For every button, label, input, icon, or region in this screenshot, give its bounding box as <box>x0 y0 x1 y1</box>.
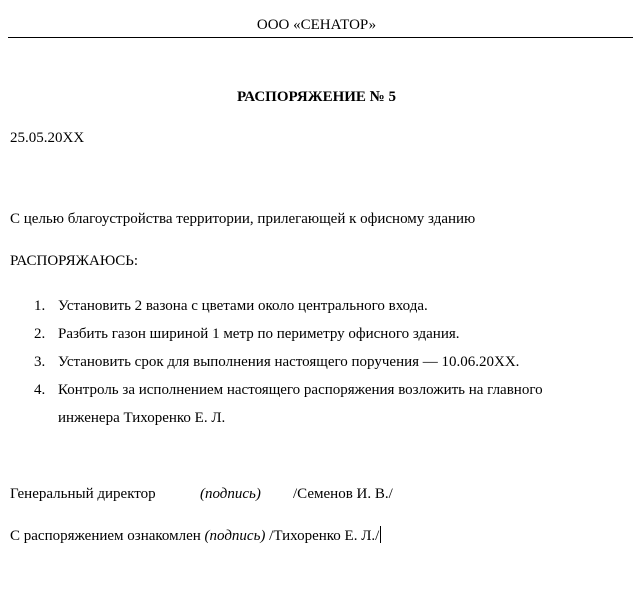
order-list <box>0 292 543 432</box>
order-item-number: 1. <box>34 298 46 314</box>
order-item-number: 2. <box>34 326 46 342</box>
document-date: 25.05.20ХХ <box>10 130 85 146</box>
order-item-number: 3. <box>34 354 46 370</box>
order-item-2 <box>0 320 543 348</box>
document-title: РАСПОРЯЖЕНИЕ № 5 <box>237 89 396 105</box>
header-divider <box>8 37 633 38</box>
acknowledgement-row[interactable] <box>10 526 381 545</box>
order-item-text: Контроль за исполнением настоящего распоряжения возложить на главного <box>58 382 543 398</box>
order-heading: РАСПОРЯЖАЮСЬ: <box>10 253 139 269</box>
order-item-text: Разбить газон шириной 1 метр по периметру офисного здания. <box>58 326 460 342</box>
signer-name: /Семенов И. В./ <box>293 486 393 502</box>
order-item-number: 4. <box>34 382 46 398</box>
company-header: ООО «СЕНАТОР» <box>256 17 377 33</box>
order-item-text: Установить срок для выполнения настоящего поручения — 10.06.20ХХ. <box>58 354 520 370</box>
signer-position: Генеральный директор <box>10 486 156 502</box>
order-item-3 <box>0 348 543 376</box>
text-cursor <box>380 526 381 543</box>
purpose-text: С целью благоустройства территории, прилегающей к офисному зданию <box>10 211 476 227</box>
order-item-text: Установить 2 вазона с цветами около центрального входа. <box>58 298 428 314</box>
order-item-1 <box>0 292 543 320</box>
signature-placeholder: (подпись) <box>200 486 261 502</box>
acknowledgement-signature-placeholder: (подпись) <box>204 528 266 544</box>
order-item-4 <box>0 376 543 432</box>
order-item-text-continuation: инженера Тихоренко Е. Л. <box>58 410 226 426</box>
acknowledgement-label: С распоряжением ознакомлен <box>10 528 201 544</box>
acknowledgement-name: /Тихоренко Е. Л./ <box>269 528 380 544</box>
